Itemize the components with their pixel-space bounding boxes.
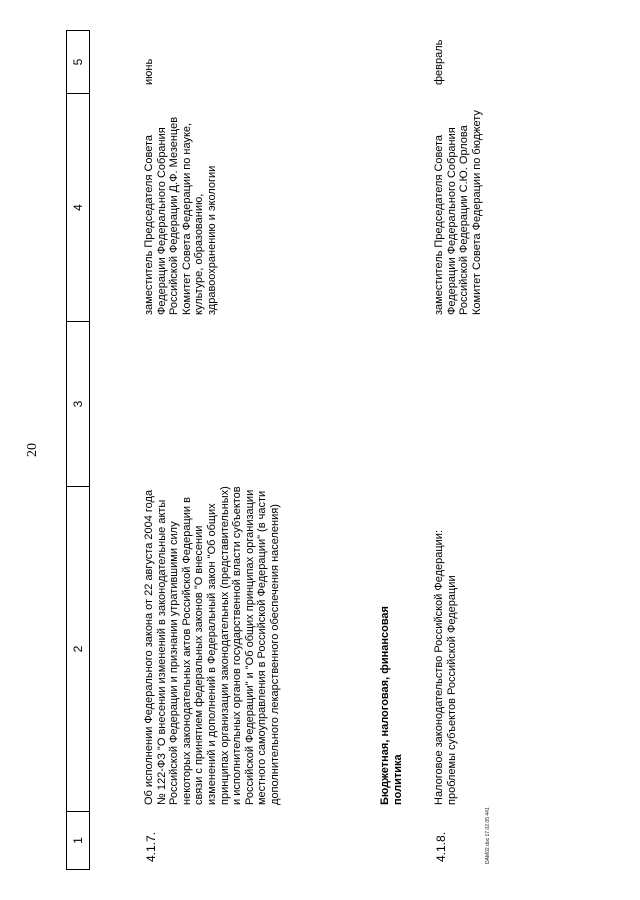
row-description: Налоговое законодательство Российской Федерации: проблемы субъектов Российской Федерации [433, 530, 458, 805]
column-header-1: 1 [67, 811, 89, 869]
column-header-4: 4 [67, 93, 89, 321]
column-header-5: 5 [71, 58, 85, 66]
row-term: февраль [433, 39, 445, 85]
row-number: 4.1.7. [144, 831, 158, 862]
column-header-3: 3 [67, 321, 89, 486]
table-header [66, 30, 90, 870]
row-responsible: заместитель Председателя Совета Федерации Федерального Собрания Российской Федерации С.Ю. Орлова Комитет Совета Федерации по бюджету [433, 110, 483, 315]
section-title: Бюджетная, налоговая, финансовая политика [379, 606, 404, 805]
row-number: 4.1.8. [434, 831, 448, 862]
column-header-2: 2 [67, 486, 89, 811]
page-number: 20 [25, 443, 40, 457]
row-description: Об исполнении Федерального закона от 22 августа 2004 года № 122-ФЗ "О внесении изменений в законодательные акты Российской Федерации и признании утратившими силу некоторых законодательных актов Российской Федерации в связи с принятием федеральных законов "О внесении изменений и дополнений в Федеральный закон "Об общих принципах организации законодательных (представительных) и исполнительных органов государственной власти субъектов Российской Федерации" и "Об общих принципах организации местного самоуправления в Российской Федерации" (в части дополнительного лекарственного обеспечения населения) [143, 486, 281, 805]
footer-filename: DAM02.doc 17.02.05 441 [485, 807, 491, 864]
row-term: июнь [143, 58, 155, 85]
rotated-page [25, 30, 505, 870]
row-responsible: заместитель Председателя Совета Федерации Федерального Собрания Российской Федерации Д.Ф. Мезенцев Комитет Совета Федерации по науке, культуре, образованию, здравоохранению и экологии [143, 116, 218, 315]
